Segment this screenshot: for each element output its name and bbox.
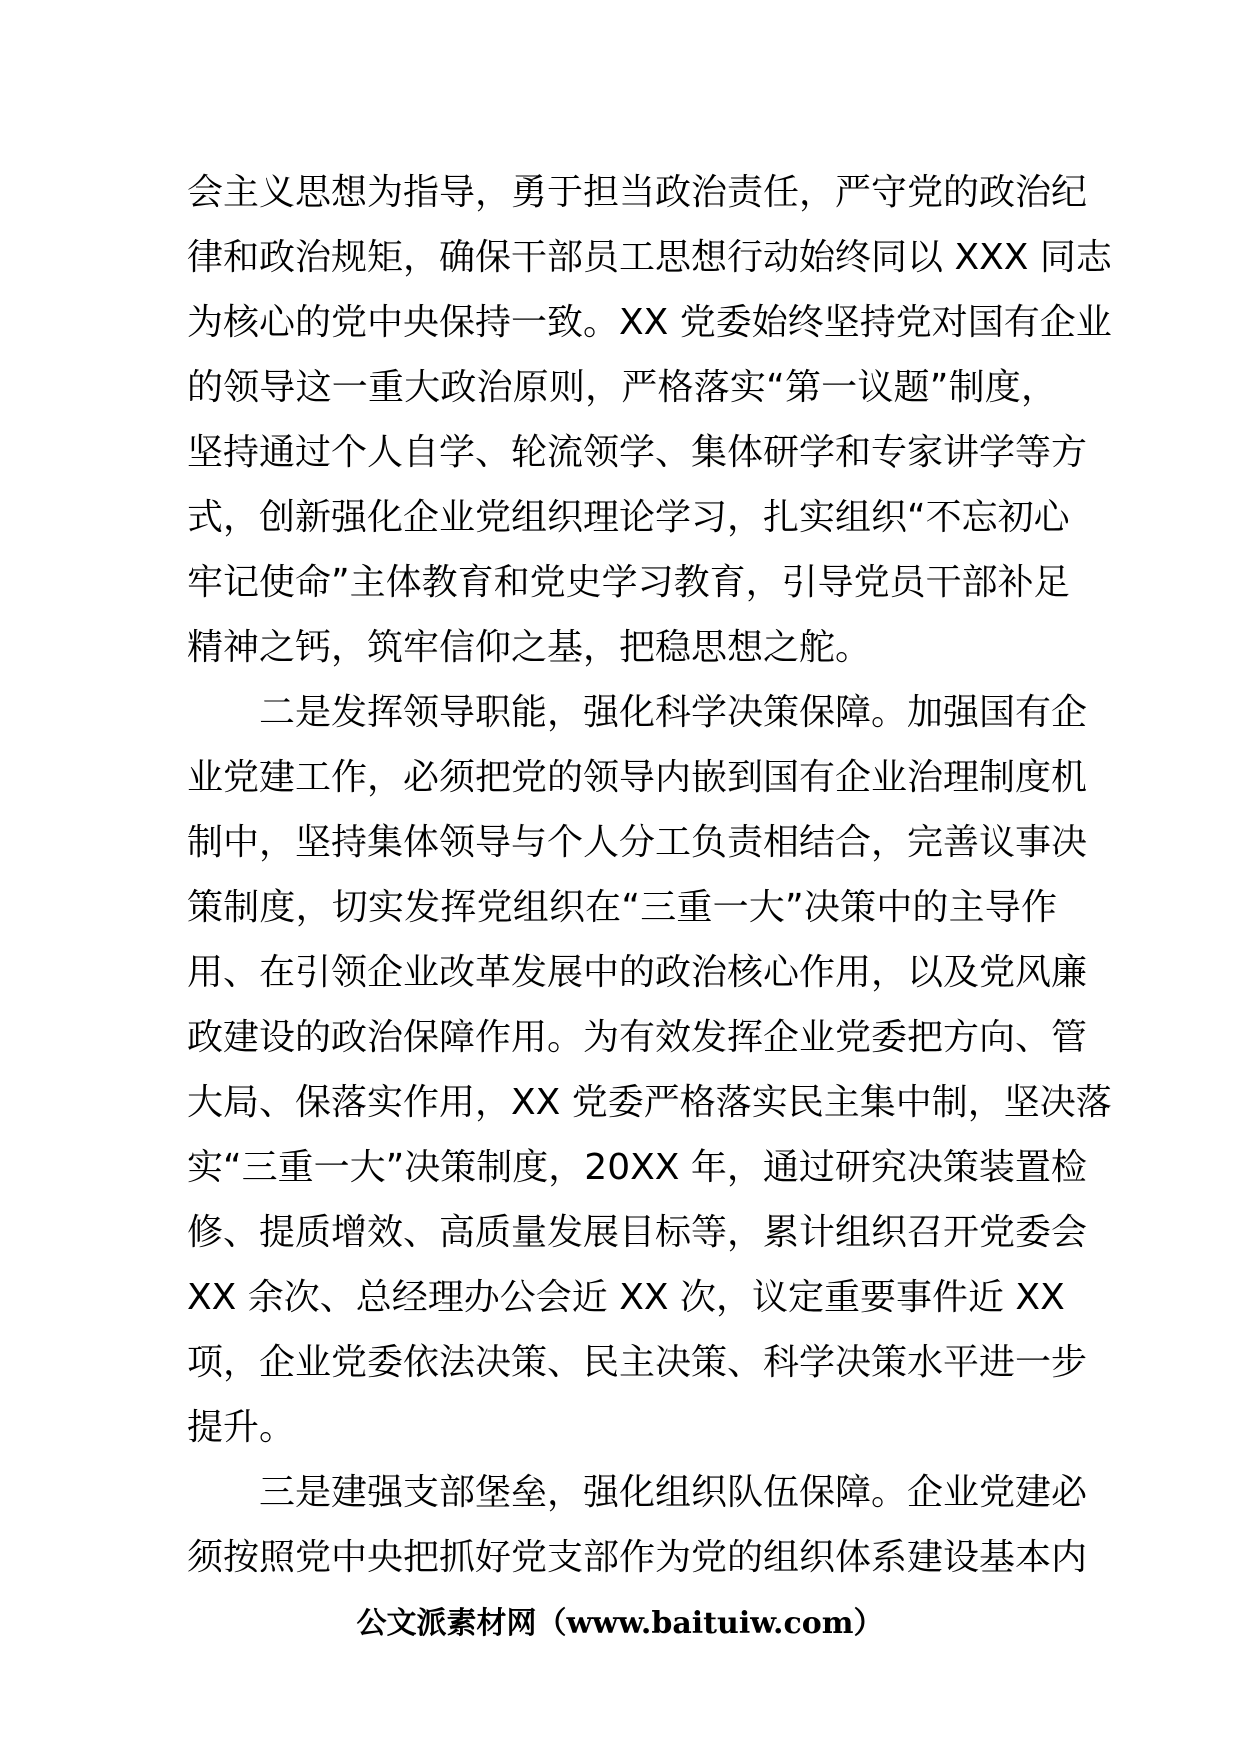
text-line: 项，企业党委依法决策、民主决策、科学决策水平进一步 <box>187 1342 1088 1383</box>
text-line: 二是发挥领导职能，强化科学决策保障。加强国有企 <box>259 692 1088 733</box>
text-line: 为核心的党中央保持一致。XX 党委始终坚持党对国有企业 <box>187 302 1112 343</box>
page-footer: 公文派素材网（www.baituiw.com） <box>356 1606 884 1641</box>
text-line: 提升。 <box>187 1407 296 1448</box>
text-line: 政建设的政治保障作用。为有效发挥企业党委把方向、管 <box>187 1017 1088 1058</box>
text-line: 精神之钙，筑牢信仰之基，把稳思想之舵。 <box>187 627 872 668</box>
text-line: 牢记使命”主体教育和党史学习教育，引导党员干部补足 <box>187 562 1070 603</box>
text-line: 坚持通过个人自学、轮流领学、集体研学和专家讲学等方 <box>187 432 1088 473</box>
text-line: 律和政治规矩，确保干部员工思想行动始终同以 XXX 同志 <box>187 237 1112 278</box>
text-line: 业党建工作，必须把党的领导内嵌到国有企业治理制度机 <box>187 757 1088 798</box>
document-body <box>187 160 1112 1590</box>
text-line: 大局、保落实作用，XX 党委严格落实民主集中制，坚决落 <box>187 1082 1112 1123</box>
paragraph-1 <box>187 160 1112 680</box>
text-line: 三是建强支部堡垒，强化组织队伍保障。企业党建必 <box>259 1472 1088 1513</box>
text-line: 的领导这一重大政治原则，严格落实“第一议题”制度， <box>187 367 1057 408</box>
text-line: 须按照党中央把抓好党支部作为党的组织体系建设基本内 <box>187 1537 1088 1578</box>
paragraph-2 <box>187 680 1112 1460</box>
text-line: 制中，坚持集体领导与个人分工负责相结合，完善议事决 <box>187 822 1088 863</box>
text-line: 实“三重一大”决策制度，20XX 年，通过研究决策装置检 <box>187 1147 1087 1188</box>
text-line: 用、在引领企业改革发展中的政治核心作用，以及党风廉 <box>187 952 1088 993</box>
text-line: 式，创新强化企业党组织理论学习，扎实组织“不忘初心 <box>187 497 1070 538</box>
text-line: 修、提质增效、高质量发展目标等，累计组织召开党委会 <box>187 1212 1088 1253</box>
text-line: 策制度，切实发挥党组织在“三重一大”决策中的主导作 <box>187 887 1057 928</box>
text-line: 会主义思想为指导，勇于担当政治责任，严守党的政治纪 <box>187 172 1088 213</box>
text-line: XX 余次、总经理办公会近 XX 次，议定重要事件近 XX <box>187 1277 1065 1318</box>
paragraph-3 <box>187 1460 1088 1590</box>
